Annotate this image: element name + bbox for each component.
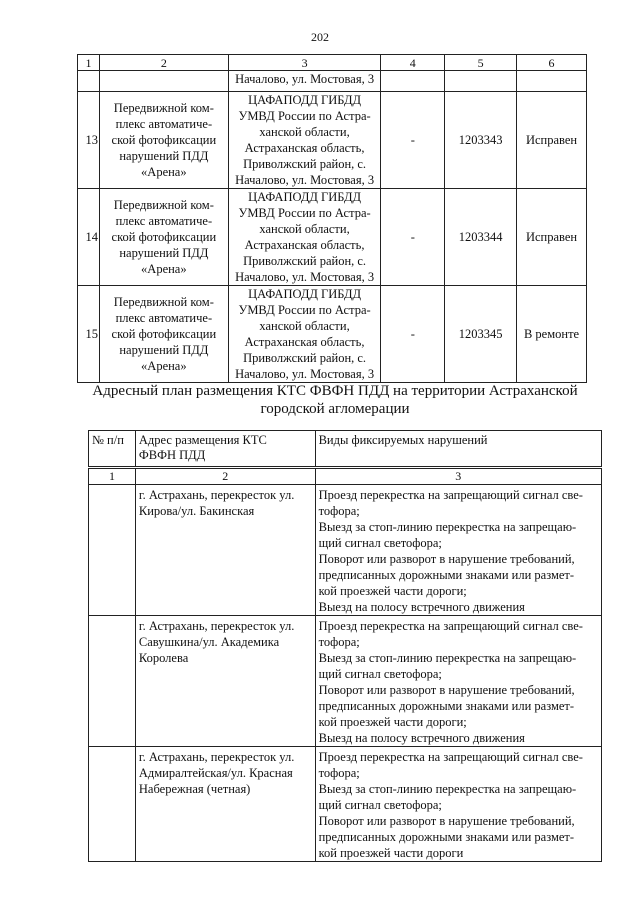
device-status: Исправен <box>517 92 587 189</box>
device-status: Исправен <box>517 189 587 286</box>
device-address: ЦАФАПОДД ГИБДД УМВД России по Астра- ханской области, Астраханская область, Приволжский район, с. Началово, ул. Мостовая, 3 <box>228 286 381 383</box>
location-address: г. Астрахань, перекресток ул. Адмиралтейская/ул. Красная Набережная (четная) <box>135 747 315 862</box>
serial-number: 1203344 <box>445 189 517 286</box>
column-number: 4 <box>381 55 445 71</box>
device-name: Передвижной ком- плекс автоматиче- ской фотофиксации нарушений ПДД «Арена» <box>99 92 228 189</box>
violation-types: Проезд перекрестка на запрещающий сигнал све- тофора; Выезд за стоп-линию перекрестка на запрещаю- щий сигнал светофора; Поворот или разворот в нарушение требований, предписанных дорожными знаками или размет- кой проезжей части дороги; Выезд на полосу встречного движения <box>315 485 601 616</box>
header-violations: Виды фиксируемых нарушений <box>315 431 601 467</box>
page-number: 202 <box>311 30 329 44</box>
location-address: г. Астрахань, перекресток ул. Савушкина/ул. Академика Королева <box>135 616 315 747</box>
col4-value: - <box>381 92 445 189</box>
column-number: 3 <box>228 55 381 71</box>
table-row <box>89 747 602 862</box>
column-number: 1 <box>78 55 100 71</box>
col4-value: - <box>381 189 445 286</box>
header-num: № п/п <box>89 431 136 467</box>
device-name: Передвижной ком- плекс автоматиче- ской фотофиксации нарушений ПДД «Арена» <box>99 189 228 286</box>
col4-value: - <box>381 286 445 383</box>
header-row <box>89 431 602 467</box>
header-address: Адрес размещения КТС ФВФН ПДД <box>135 431 315 467</box>
row-number <box>89 747 136 862</box>
table-row <box>78 189 587 286</box>
location-address: г. Астрахань, перекресток ул. Кирова/ул. Бакинская <box>135 485 315 616</box>
violation-types: Проезд перекрестка на запрещающий сигнал све- тофора; Выезд за стоп-линию перекрестка на запрещаю- щий сигнал светофора; Поворот или разворот в нарушение требований, предписанных дорожными знаками или размет- кой проезжей части дороги <box>315 747 601 862</box>
column-numbers-row <box>78 55 587 71</box>
table-row <box>89 485 602 616</box>
address-plan-table <box>88 468 602 862</box>
continuation-address: Началово, ул. Мостовая, 3 <box>228 71 381 92</box>
row-number: 15 <box>78 286 100 383</box>
address-plan-header-table <box>88 430 602 467</box>
device-address: ЦАФАПОДД ГИБДД УМВД России по Астра- ханской области, Астраханская область, Приволжский район, с. Началово, ул. Мостовая, 3 <box>228 92 381 189</box>
section-title: Адресный план размещения КТС ФВФН ПДД на территории Астраханской городской агломерации <box>92 383 578 417</box>
row-number <box>89 616 136 747</box>
column-number: 6 <box>517 55 587 71</box>
device-status: В ремонте <box>517 286 587 383</box>
table-row <box>78 92 587 189</box>
column-numbers-row <box>89 469 602 485</box>
violation-types: Проезд перекрестка на запрещающий сигнал све- тофора; Выезд за стоп-линию перекрестка на запрещаю- щий сигнал светофора; Поворот или разворот в нарушение требований, предписанных дорожными знаками или размет- кой проезжей части дороги; Выезд на полосу встречного движения <box>315 616 601 747</box>
column-number: 2 <box>99 55 228 71</box>
serial-number: 1203345 <box>445 286 517 383</box>
table-row <box>89 616 602 747</box>
row-number: 13 <box>78 92 100 189</box>
table-row <box>78 286 587 383</box>
column-number: 1 <box>89 469 136 485</box>
row-number <box>89 485 136 616</box>
devices-table <box>77 54 587 383</box>
column-number: 3 <box>315 469 601 485</box>
row-number: 14 <box>78 189 100 286</box>
continuation-row <box>78 71 587 92</box>
column-number: 5 <box>445 55 517 71</box>
serial-number: 1203343 <box>445 92 517 189</box>
device-name: Передвижной ком- плекс автоматиче- ской фотофиксации нарушений ПДД «Арена» <box>99 286 228 383</box>
column-number: 2 <box>135 469 315 485</box>
device-address: ЦАФАПОДД ГИБДД УМВД России по Астра- ханской области, Астраханская область, Приволжский район, с. Началово, ул. Мостовая, 3 <box>228 189 381 286</box>
